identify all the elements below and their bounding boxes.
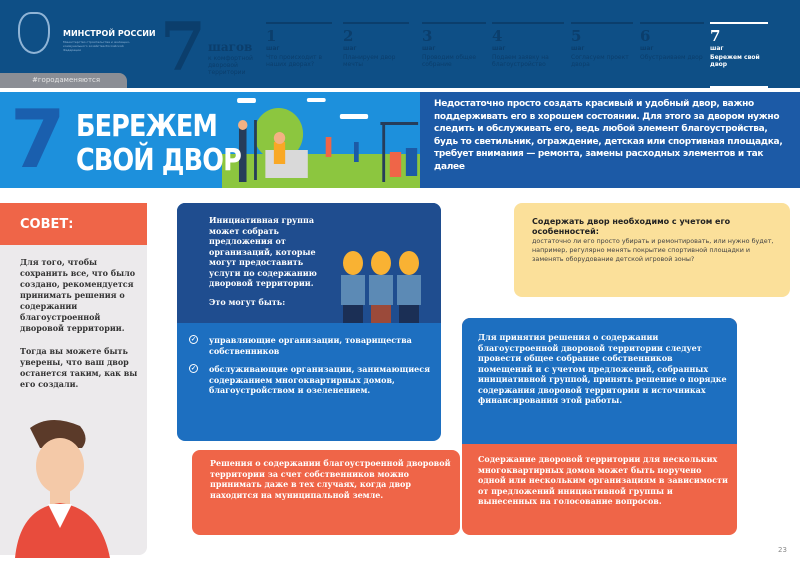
page-number: 23 (778, 546, 787, 554)
step-word: шаг (571, 45, 585, 52)
hashtag-badge: #городаменяются (0, 73, 127, 88)
organizations-card (177, 203, 441, 441)
organizations-intro: Инициативная группа может собрать предложения от организаций, которые могут предоставить услуги по содержанию дворовой территории. (209, 215, 317, 288)
steps-big-number: 7 (160, 8, 206, 86)
active-step-indicator (710, 86, 768, 90)
step-7-active[interactable] (710, 22, 768, 68)
step-label: Согласуем проект двора (571, 54, 629, 68)
step-word: шаг (343, 45, 357, 52)
list-item-text: обслуживающие организации, занимающиеся содержанием многоквартирных домов, благоустройством и озеленением. (209, 364, 431, 395)
step-word: шаг (492, 45, 506, 52)
list-item (189, 335, 431, 356)
step-word: шаг (640, 45, 654, 52)
advice-title: СОВЕТ: (0, 203, 147, 245)
step-number: 3 (422, 27, 433, 45)
step-number: 4 (492, 27, 503, 45)
step-4[interactable] (492, 22, 564, 68)
banner-text: Недостаточно просто создать красивый и удобный двор, важно поддерживать его в хорошем состоянии. Для этого за двором нужно следить и обслуживать его, ведь любой элемент благоустройства, будь то светильник, ограждение, детская или спортивная площадка, требует внимания — ремонта, замены расходных элементов и так далее (420, 92, 800, 188)
check-circle-icon: ✓ (190, 336, 197, 343)
step-label: Планируем двор мечты (343, 54, 396, 68)
header (0, 0, 800, 88)
step-number: 5 (571, 27, 582, 45)
meeting-decision-card (462, 318, 737, 535)
coat-of-arms-logo (18, 12, 50, 54)
step-word: шаг (266, 45, 280, 52)
banner-title-line1: БЕРЕЖЕМ (76, 109, 218, 144)
municipal-land-card: Решения о содержании благоустроенной дворовой территории за счет собственников можно принимать даже в тех случаях, когда двор находится на муниципальной земле. (192, 450, 460, 535)
step-label: Что происходит в наших дворах? (266, 54, 322, 68)
brand-name: МИНСТРОЙ РОССИИ (63, 29, 156, 38)
step-number: 7 (710, 27, 721, 45)
man-character-illustration (10, 418, 120, 558)
step-word: шаг (422, 45, 436, 52)
banner-step-number: 7 (10, 93, 66, 186)
step-number: 6 (640, 27, 651, 45)
step-5[interactable] (571, 22, 633, 68)
advice-paragraph-1: Для того, чтобы сохранить все, что было создано, рекомендуется принимать решения о содержании благоустроенной дворовой территории. (20, 257, 136, 333)
advice-paragraph-2: Тогда вы можете быть уверены, что ваш двор останется таким, как вы его создали. (20, 346, 138, 389)
step-3[interactable] (422, 22, 486, 68)
features-body: достаточно ли его просто убирать и ремонтировать, или нужно будет, например, регулярно менять покрытие спортивной площадки и заменять оборудование детской игровой зоны? (532, 237, 774, 263)
step-label: Подаем заявку на благоустройство (492, 54, 549, 68)
meeting-decision-text: Для принятия решения о содержании благоустроенной дворовой территории следует провести общее собрание собственников помещений и с учетом предложений, собранных инициативной группой, принять решение о порядке содержания дворовой территории и источниках финансирования этой работы. (462, 318, 737, 444)
step-6[interactable] (640, 22, 704, 61)
banner-title-line2: СВОЙ ДВОР (76, 143, 241, 178)
organizations-list (177, 323, 441, 396)
step-number: 1 (266, 27, 277, 45)
banner-title (76, 110, 241, 178)
step-label: Обустраиваем двор (640, 54, 703, 61)
step-number: 2 (343, 27, 354, 45)
step-label: Проводим общее собрание (422, 54, 477, 68)
steps-subtitle: к комфортной дворовой территории (208, 55, 253, 76)
step-label: Бережем свой двор (710, 54, 760, 68)
list-item-text: управляющие организации, товарищества собственников (209, 335, 412, 356)
list-item (189, 364, 431, 396)
features-title: Содержать двор необходимо с учетом его особенностей: (532, 217, 731, 236)
multiple-houses-text: Содержание дворовой территории для нескольких многоквартирных домов может быть поручено одной или нескольким организациям в зависимости от предложений инициативной группы и вынесенных на голосование вопросов. (478, 454, 728, 506)
steps-title: шагов (208, 40, 253, 54)
courtyard-illustration (222, 92, 420, 188)
three-businessmen-illustration (337, 245, 427, 325)
brand-subtitle: Министерство строительства и жилищно-коммунального хозяйства Российской Федерации (63, 40, 131, 52)
maintenance-features-card (514, 203, 790, 297)
step-2[interactable] (343, 22, 409, 68)
organizations-subheading: Это могут быть: (209, 296, 286, 307)
step-word: шаг (710, 45, 724, 52)
advice-card (0, 203, 147, 555)
step-1[interactable] (266, 22, 332, 68)
check-circle-icon: ✓ (190, 365, 197, 372)
